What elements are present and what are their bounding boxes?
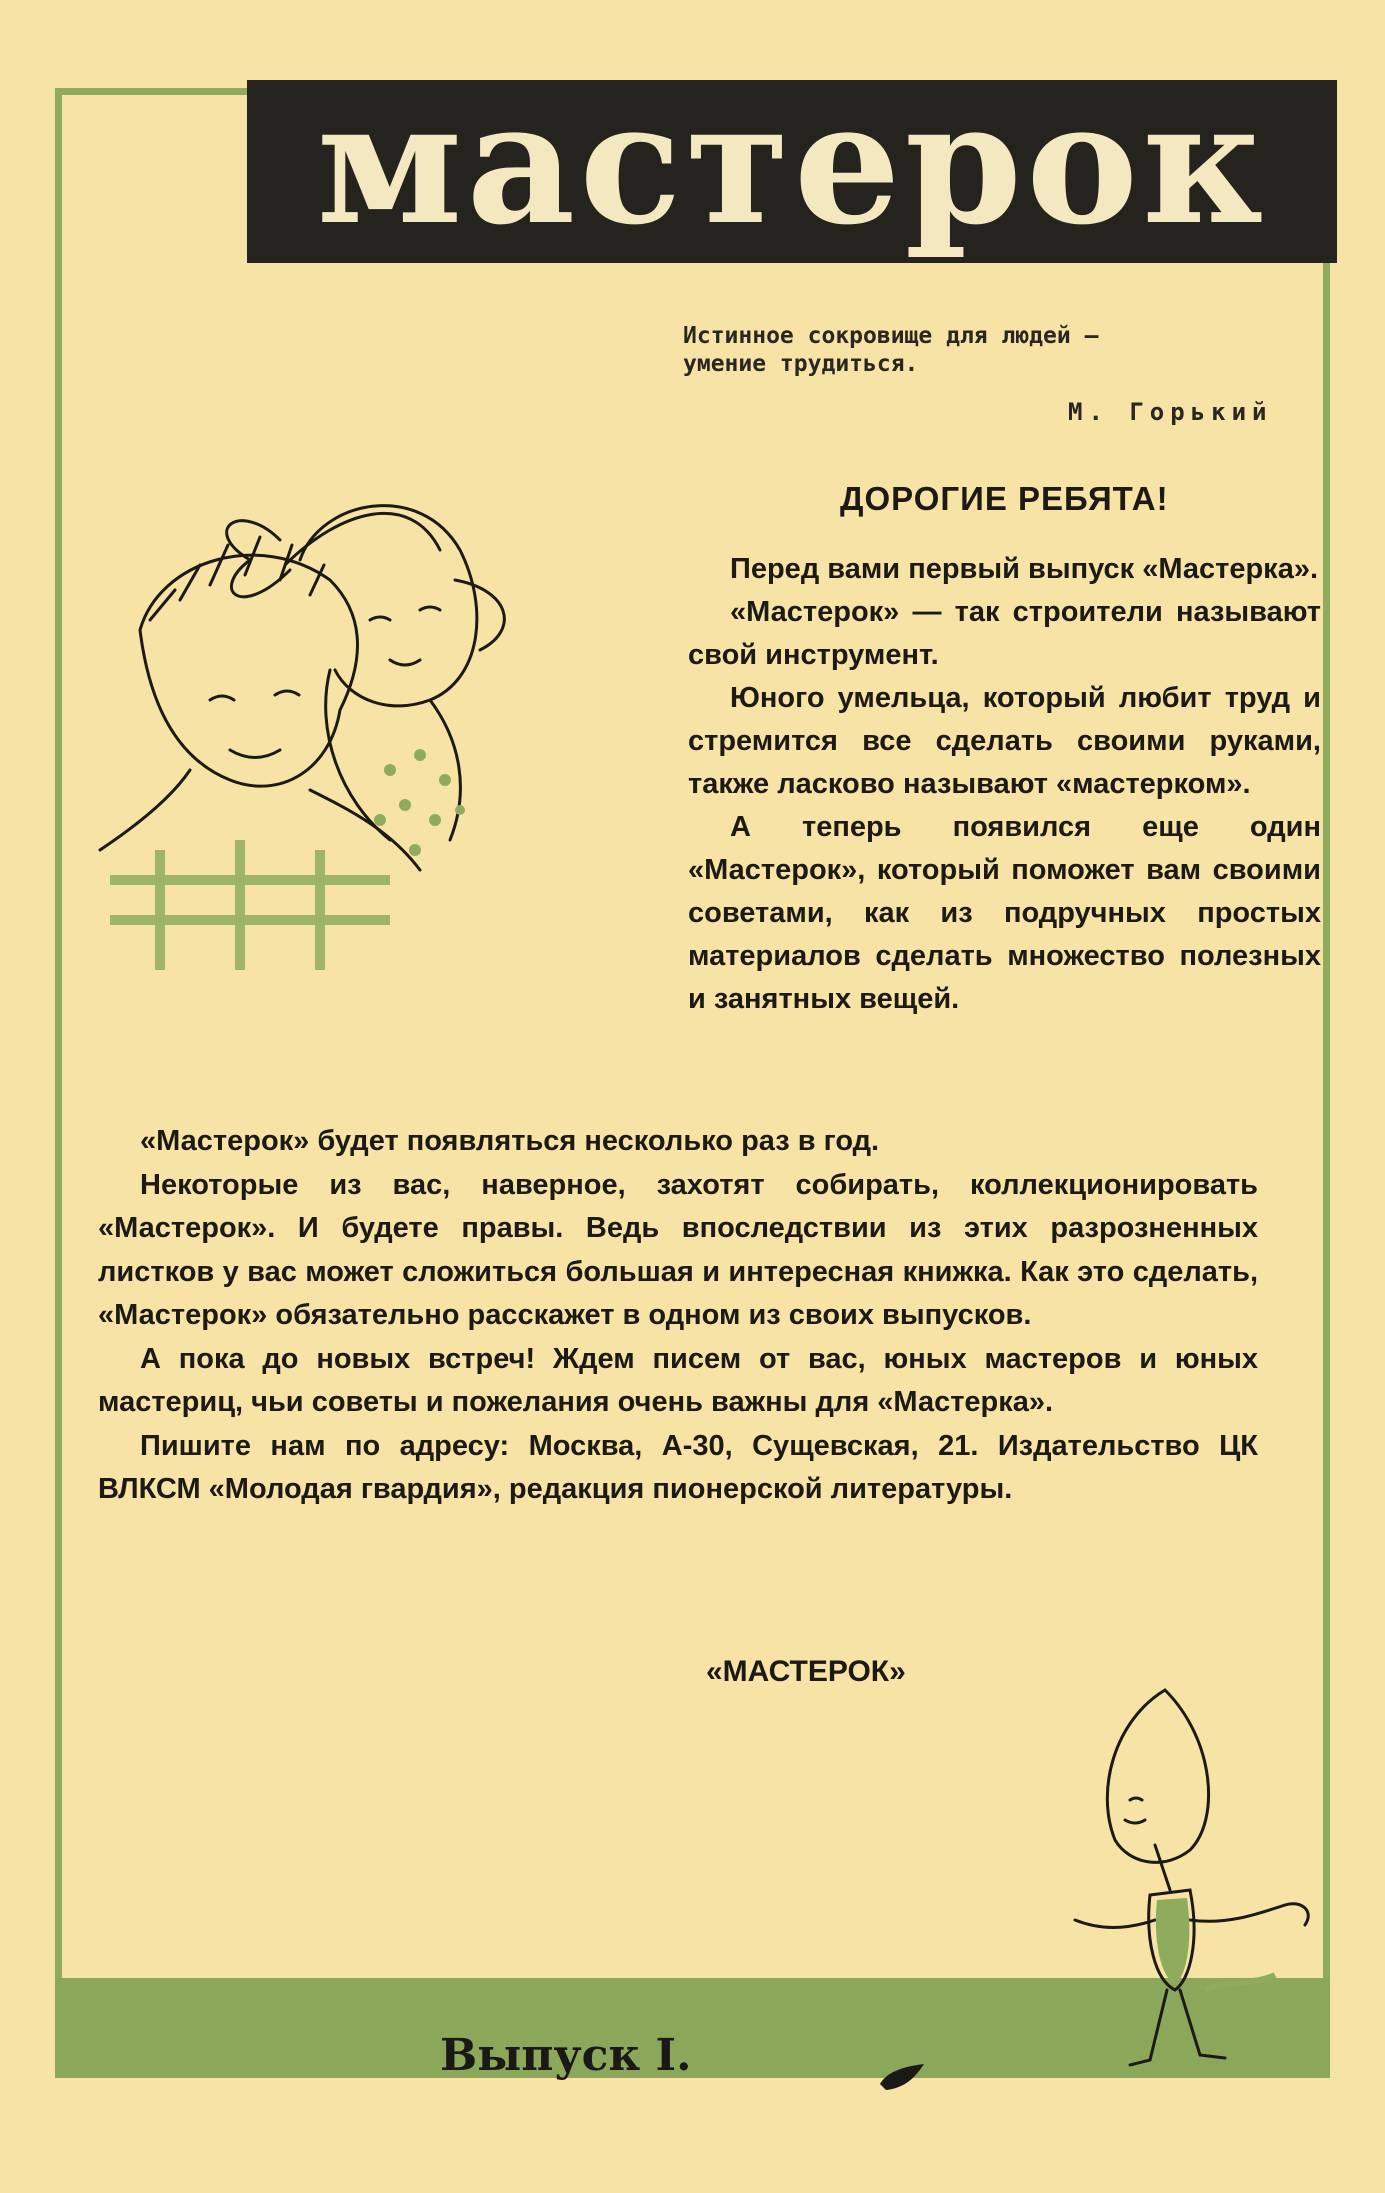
ink-drop-icon	[878, 2062, 928, 2092]
paragraph: Перед вами первый выпуск «Мастерка».	[730, 553, 1319, 585]
paragraph: А пока до новых встреч! Ждем писем от вас, юных мастеров и юных мастериц, чьи советы и пожелания очень важны для «Мастерка».	[98, 1342, 1258, 1418]
paragraph: Пишите нам по адресу: Москва, А-30, Сущевская, 21. Издательство ЦК ВЛКСМ «Молодая гвардия», редакция пионерской литературы.	[98, 1429, 1258, 1505]
issue-label: Выпуск I.	[440, 2030, 692, 2081]
greeting-heading: ДОРОГИЕ РЕБЯТА!	[840, 480, 1169, 517]
masthead-title: мастерок	[316, 80, 1268, 262]
kids-illustration	[90, 470, 570, 990]
epigraph-author: М. Горький	[1068, 398, 1273, 426]
paragraph: А теперь появился еще один «Мастерок», который поможет вам своими советами, как из подручных простых материалов сделать множество полезных и занятных вещей.	[688, 811, 1321, 1015]
epigraph-line: умение трудиться.	[683, 351, 919, 377]
trowel-mascot-icon	[1055, 1680, 1335, 2070]
masthead	[247, 80, 1337, 263]
intro-column	[688, 548, 1321, 1021]
epigraph-line: Истинное сокровище для людей —	[683, 323, 1099, 349]
paragraph: «Мастерок» будет появляться несколько раз в год.	[140, 1125, 880, 1157]
main-text	[98, 1120, 1258, 1512]
paragraph: Некоторые из вас, наверное, захотят собирать, коллекционировать «Мастерок». И будете правы. Ведь впоследствии из этих разрозненных листков у вас может сложиться большая и интересная книжка. Как это сделать, «Мастерок» обязательно расскажет в одном из своих выпусков.	[98, 1168, 1258, 1331]
signature: «МАСТЕРОК»	[706, 1655, 906, 1688]
epigraph	[683, 322, 1323, 378]
paragraph: «Мастерок» — так строители называют свой инструмент.	[688, 596, 1321, 671]
paragraph: Юного умельца, который любит труд и стремится все сделать своими руками, также ласково называют «мастерком».	[688, 682, 1321, 800]
